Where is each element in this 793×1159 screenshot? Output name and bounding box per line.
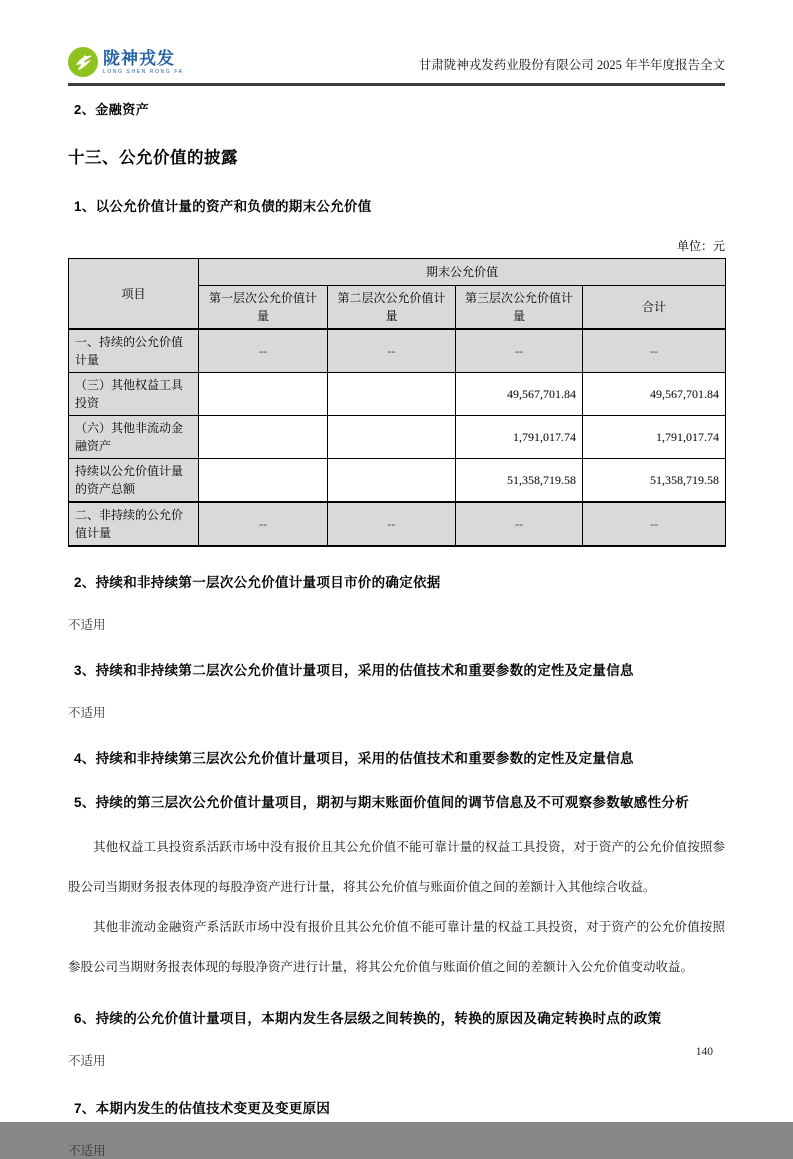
fair-value-table	[68, 258, 726, 547]
row-label: 二、非持续的公允价值计量	[69, 502, 199, 546]
table-header-item: 项目	[69, 259, 199, 330]
table-row	[69, 459, 726, 503]
table-header-level3: 第三层次公允价值计量	[456, 286, 583, 330]
not-applicable-2: 不适用	[68, 706, 106, 720]
page-header	[68, 0, 725, 86]
table-row	[69, 373, 726, 416]
cell-level2	[328, 459, 456, 503]
cell-level1	[199, 373, 328, 416]
heading-section-5: 5、持续的第三层次公允价值计量项目，期初与期末账面价值间的调节信息及不可观察参数敏感性分析	[74, 795, 690, 810]
not-applicable-3: 不适用	[68, 1054, 106, 1068]
unit-label: 单位：元	[676, 239, 725, 253]
cell-level2	[328, 416, 456, 459]
cell-total: --	[583, 329, 726, 373]
cell-level1	[199, 459, 328, 503]
cell-level1: --	[199, 329, 328, 373]
report-title: 甘肃陇神戎发药业股份有限公司 2025 年半年度报告全文	[418, 58, 725, 72]
company-logo	[68, 47, 184, 77]
cell-level1	[199, 416, 328, 459]
cell-total: --	[583, 502, 726, 546]
not-applicable-4: 不适用	[68, 1144, 106, 1158]
heading-section-3: 3、持续和非持续第二层次公允价值计量项目，采用的估值技术和重要参数的定性及定量信息	[74, 663, 634, 678]
logo-circle-icon	[68, 47, 98, 77]
cell-total: 1,791,017.74	[583, 416, 726, 459]
heading-section-1: 1、以公允价值计量的资产和负债的期末公允价值	[74, 199, 372, 214]
cell-level3: 49,567,701.84	[456, 373, 583, 416]
row-label: 持续以公允价值计量的资产总额	[69, 459, 199, 503]
table-row	[69, 416, 726, 459]
cell-level3: --	[456, 329, 583, 373]
cell-level3: --	[456, 502, 583, 546]
cell-level3: 1,791,017.74	[456, 416, 583, 459]
table-header-total: 合计	[583, 286, 726, 330]
row-label: （三）其他权益工具投资	[69, 373, 199, 416]
table-row	[69, 502, 726, 546]
table-row	[69, 329, 726, 373]
page-number: 140	[695, 1046, 713, 1058]
cell-level2: --	[328, 502, 456, 546]
logo-company-name-en: LONG SHEN RONG FA	[103, 68, 184, 75]
cell-level2	[328, 373, 456, 416]
cell-total: 49,567,701.84	[583, 373, 726, 416]
heading-section-7: 7、本期内发生的估值技术变更及变更原因	[74, 1101, 331, 1116]
paragraph: 其他权益工具投资系活跃市场中没有报价且其公允价值不能可靠计量的权益工具投资，对于资产的公允价值按照参股公司当期财务报表体现的每股净资产进行计量，将其公允价值与账面价值之间的差额计入其他综合收益。	[68, 840, 725, 894]
logo-glyph-icon	[68, 47, 98, 77]
row-label: 一、持续的公允价值计量	[69, 329, 199, 373]
heading-chapter-13: 十三、公允价值的披露	[68, 149, 238, 167]
heading-section-4: 4、持续和非持续第三层次公允价值计量项目，采用的估值技术和重要参数的定性及定量信息	[74, 751, 634, 766]
cell-total: 51,358,719.58	[583, 459, 726, 503]
row-label: （六）其他非流动金融资产	[69, 416, 199, 459]
table-header-level1: 第一层次公允价值计量	[199, 286, 328, 330]
table-header-level2: 第二层次公允价值计量	[328, 286, 456, 330]
section-5-body	[68, 827, 725, 987]
cell-level2: --	[328, 329, 456, 373]
cell-level1: --	[199, 502, 328, 546]
heading-section-2: 2、持续和非持续第一层次公允价值计量项目市价的确定依据	[74, 575, 441, 590]
not-applicable-1: 不适用	[68, 618, 106, 632]
heading-section-6: 6、持续的公允价值计量项目，本期内发生各层级之间转换的，转换的原因及确定转换时点的政策	[74, 1011, 662, 1026]
table-header-group: 期末公允价值	[199, 259, 726, 286]
heading-financial-assets: 2、金融资产	[74, 102, 150, 117]
logo-text	[103, 50, 184, 75]
cell-level3: 51,358,719.58	[456, 459, 583, 503]
paragraph: 其他非流动金融资产系活跃市场中没有报价且其公允价值不能可靠计量的权益工具投资，对于资产的公允价值按照参股公司当期财务报表体现的每股净资产进行计量，将其公允价值与账面价值之间的差额计入公允价值变动收益。	[68, 920, 725, 974]
logo-company-name: 陇神戎发	[103, 48, 175, 68]
